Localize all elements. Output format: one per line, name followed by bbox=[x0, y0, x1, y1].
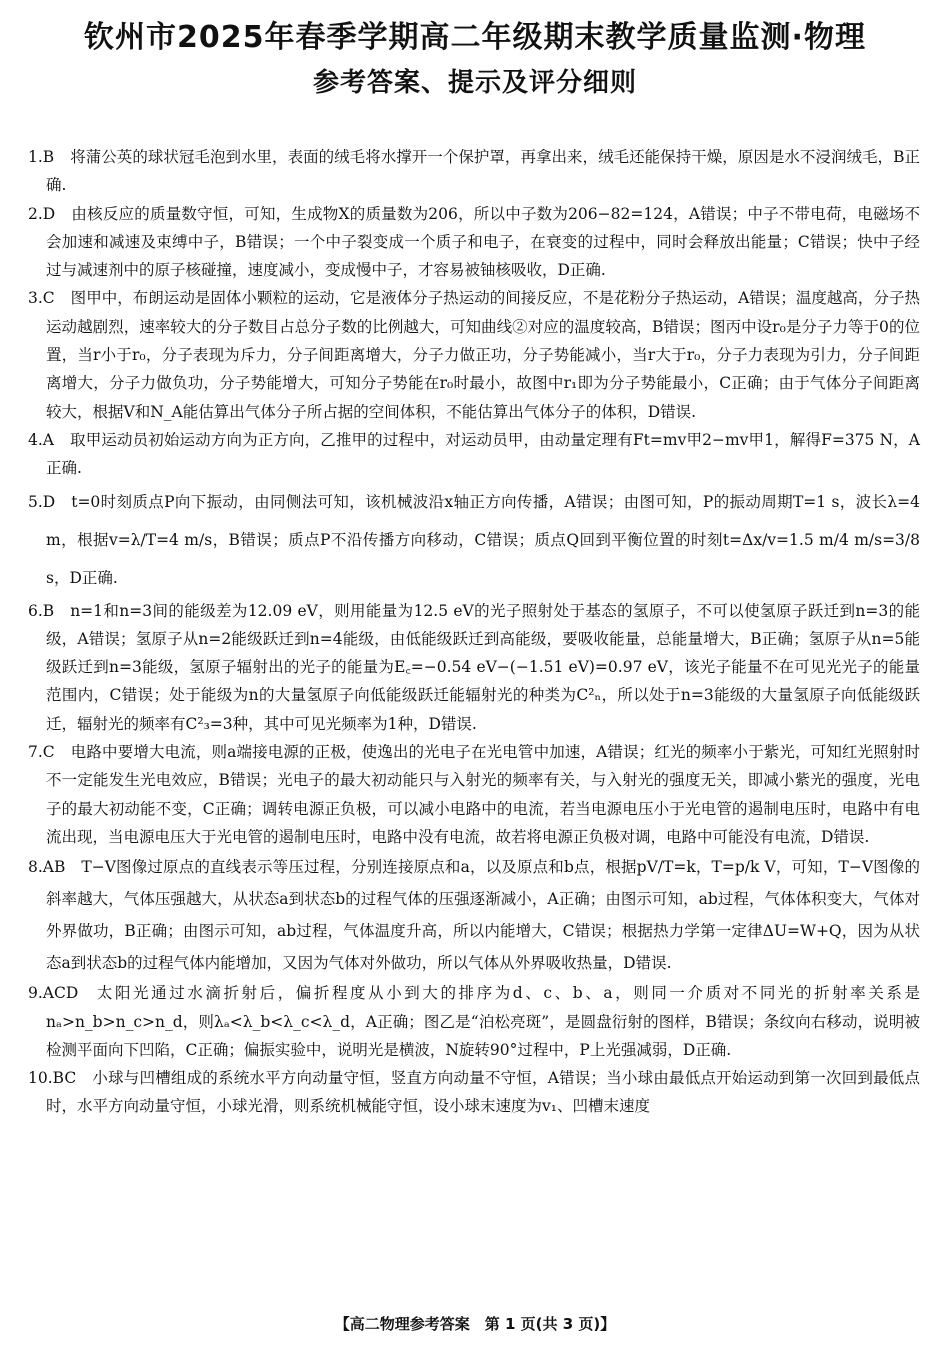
answer-number: 8.AB bbox=[28, 858, 66, 877]
answer-number: 9.ACD bbox=[28, 984, 79, 1003]
answer-text: 图甲中，布朗运动是固体小颗粒的运动，它是液体分子热运动的间接反应，不是花粉分子热运动，A错误；温度越高，分子热运动越剧烈，速率较大的分子数目占总分子数的比例越大，可知曲线②对应的温度较高，B错误；图丙中设r₀是分子力等于0的位置，当r小于r₀，分子表现为斥力，分子间距离增大，分子力做正功，分子势能减小，当r大于r₀，分子力表现为引力，分子间距离增大，分子力做负功，分子势能增大，可知分子势能在r₀时最小，故图中r₁即为分子势能最小，C正确；由于气体分子间距离较大，根据V和N_A能估算出气体分子所占据的空间体积，不能估算出气体分子的体积，D错误. bbox=[46, 289, 920, 421]
answer-number: 3.C bbox=[28, 289, 55, 308]
page-footer: 【高二物理参考答案 第 1 页(共 3 页)】 bbox=[334, 1315, 616, 1333]
answer-list bbox=[28, 143, 920, 1121]
answer-number: 4.A bbox=[28, 430, 54, 449]
answer-number: 10.BC bbox=[28, 1069, 77, 1088]
answer-text: 小球与凹槽组成的系统水平方向动量守恒，竖直方向动量不守恒，A错误；当小球由最低点开始运动到第一次回到最低点时，水平方向动量守恒，小球光滑，则系统机械能守恒，设小球末速度为v₁、凹槽末速度 bbox=[46, 1069, 920, 1116]
answer-item-1 bbox=[28, 143, 920, 200]
answer-item-8 bbox=[28, 851, 920, 979]
answer-text: 由核反应的质量数守恒，可知，生成物X的质量数为206，所以中子数为206−82=124，A错误；中子不带电荷，电磁场不会加速和减速及束缚中子，B错误；一个中子裂变成一个质子和电子，在衰变的过程中，同时会释放出能量；C错误；快中子经过与减速剂中的原子核碰撞，速度减小，变成慢中子，才容易被铀核吸收，D正确. bbox=[46, 204, 920, 280]
answer-item-6 bbox=[28, 597, 920, 738]
answer-item-9 bbox=[28, 979, 920, 1064]
answer-text: 电路中要增大电流，则a端接电源的正极，使逸出的光电子在光电管中加速，A错误；红光的频率小于紫光，可知红光照射时不一定能发生光电效应，B错误；光电子的最大初动能只与入射光的频率有关，与入射光的强度无关，即减小紫光的强度，光电子的最大初动能不变，C正确；调转电源正负极，可以减小电路中的电流，若当电源电压小于光电管的遏制电压时，电路中有电流出现，当电源电压大于光电管的遏制电压时，电路中没有电流，故若将电源正负极对调，电路中可能没有电流，D错误. bbox=[46, 743, 920, 846]
answer-item-2 bbox=[28, 200, 920, 285]
answer-text: 取甲运动员初始运动方向为正方向，乙推甲的过程中，对运动员甲，由动量定理有Ft=mv甲2−mv甲1，解得F=375 N，A正确. bbox=[46, 430, 920, 478]
answer-number: 1.B bbox=[28, 148, 55, 166]
answer-item-7 bbox=[28, 738, 920, 851]
answer-text: 将蒲公英的球状冠毛泡到水里，表面的绒毛将水撑开一个保护罩，再拿出来，绒毛还能保持干燥，原因是水不浸润绒毛，B正确. bbox=[46, 148, 920, 195]
page-subtitle: 参考答案、提示及评分细则 bbox=[312, 68, 637, 98]
answer-item-3 bbox=[28, 284, 920, 425]
answer-number: 6.B bbox=[28, 601, 55, 620]
answer-number: 2.D bbox=[28, 204, 56, 223]
answer-text: T−V图像过原点的直线表示等压过程，分别连接原点和a，以及原点和b点，根据pV/T=k，T=p/k V，可知，T−V图像的斜率越大，气体压强越大，从状态a到状态b的过程气体的压强逐渐减小，A正确；由图示可知，ab过程，气体体积变大，气体对外界做功，B正确；由图示可知，ab过程，气体温度升高，所以内能增大，C错误；根据热力学第一定律ΔU=W+Q，因为从状态a到状态b的过程气体内能增加，又因为气体对外做功，所以气体从外界吸收热量，D错误. bbox=[46, 858, 920, 973]
answer-item-10 bbox=[28, 1064, 920, 1121]
answer-text: n=1和n=3间的能级差为12.09 eV，则用能量为12.5 eV的光子照射处于基态的氢原子，不可以使氢原子跃迁到n=3的能级，A错误；氢原子从n=2能级跃迁到n=4能级，由低能级跃迁到高能级，要吸收能量，总能量增大，B正确；氢原子从n=5能级跃迁到n=3能级，氢原子辐射出的光子的能量为E꜀=−0.54 eV−(−1.51 eV)=0.97 eV，该光子能量不在可见光光子的能量范围内，C错误；处于能级为n的大量氢原子向低能级跃迁能辐射光的种类为C²ₙ，所以处于n=3能级的大量氢原子向低能级跃迁，辐射光的频率有C²₃=3种，其中可见光频率为1种，D错误. bbox=[46, 601, 920, 733]
answer-item-4 bbox=[28, 426, 920, 483]
answer-item-5 bbox=[28, 483, 920, 597]
answer-text: 太阳光通过水滴折射后，偏折程度从小到大的排序为d、c、b、a，则同一介质对不同光的折射率关系是nₐ>n_b>n_c>n_d，则λₐ<λ_b<λ_c<λ_d，A正确；图乙是“泊松亮斑”，是圆盘衍射的图样，B错误；条纹向右移动，说明被检测平面向下凹陷，C正确；偏振实验中，说明光是横波，N旋转90°过程中，P上光强减弱，D正确. bbox=[46, 984, 920, 1059]
page-title: 钦州市2025年春季学期高二年级期末教学质量监测·物理 bbox=[84, 20, 866, 55]
answer-number: 5.D bbox=[28, 492, 56, 511]
answer-number: 7.C bbox=[28, 743, 55, 762]
answer-text: t=0时刻质点P向下振动，由同侧法可知，该机械波沿x轴正方向传播，A错误；由图可知，P的振动周期T=1 s，波长λ=4 m，根据v=λ/T=4 m/s，B错误；质点P不沿传播方向移动，C错误；质点Q回到平衡位置的时刻t=Δx/v=1.5 m/4 m/s=3/8 s，D正确. bbox=[46, 492, 920, 587]
